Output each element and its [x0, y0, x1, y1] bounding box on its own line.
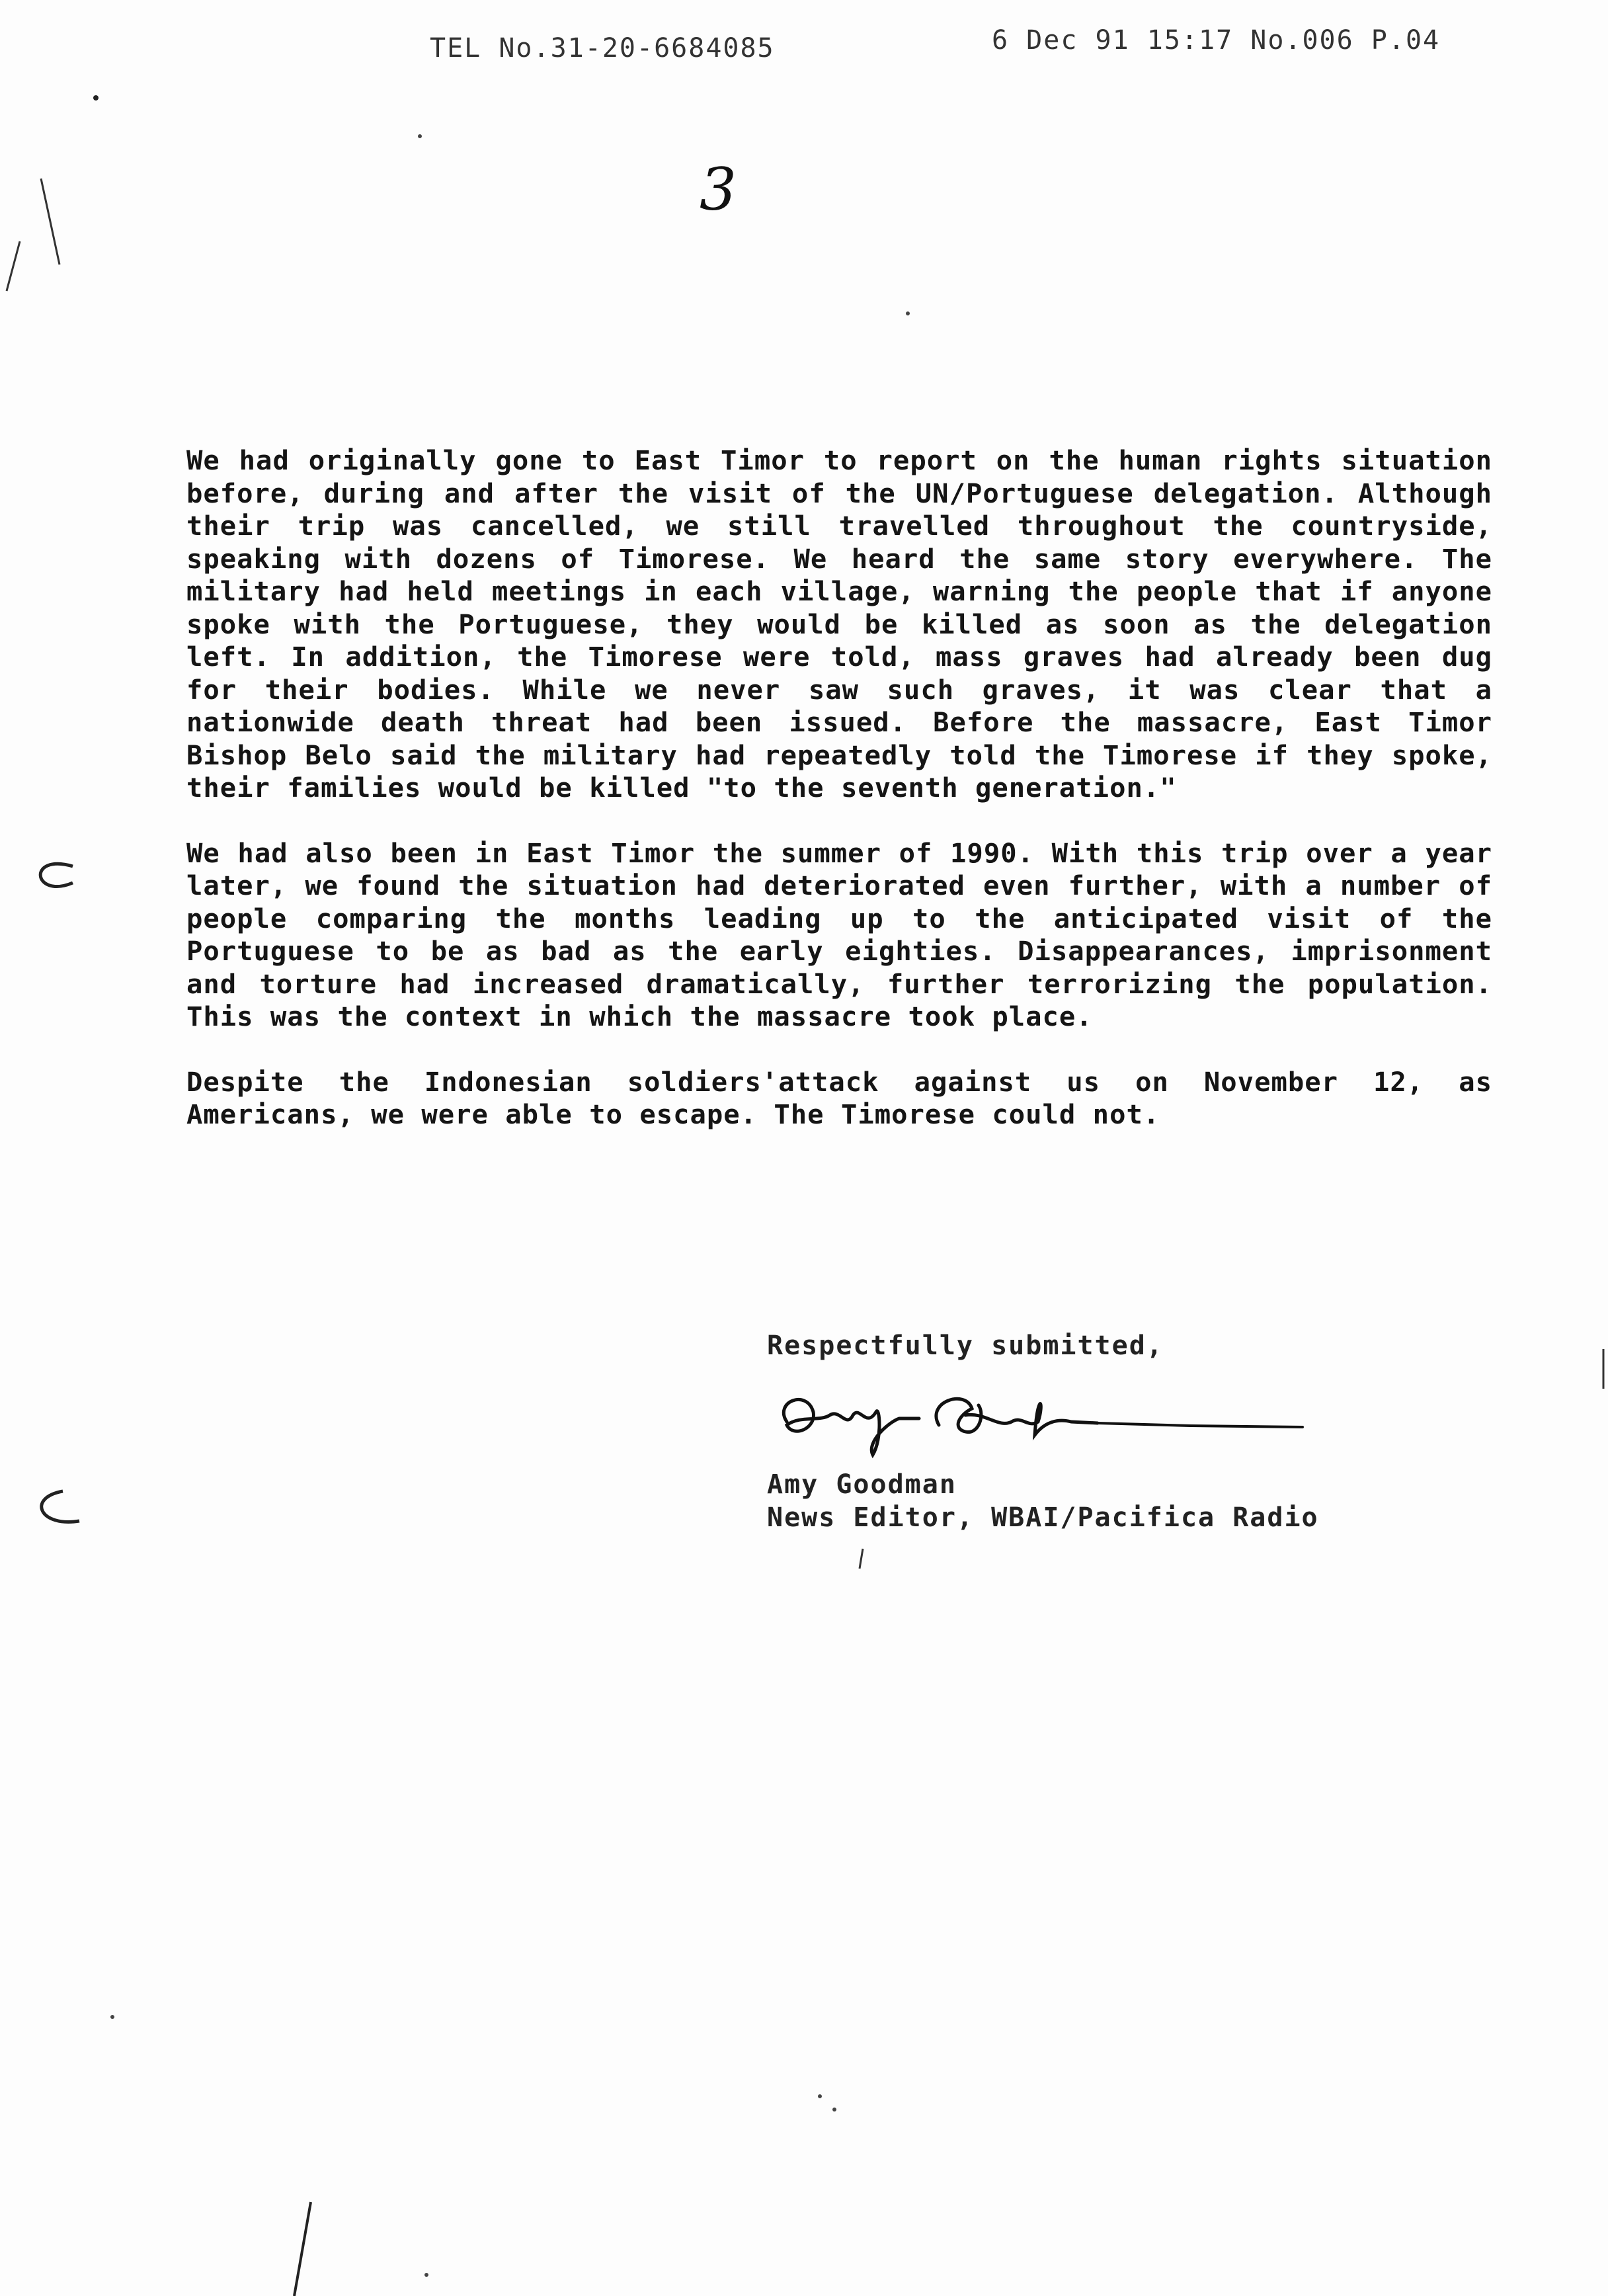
margin-line-mark — [7, 241, 20, 291]
fax-header — [0, 25, 1608, 65]
letter-body — [186, 444, 1492, 1164]
hole-punch-mark — [40, 864, 73, 886]
fax-telephone-number: TEL No.31-20-6684085 — [430, 33, 775, 63]
handwritten-page-number: 3 — [700, 155, 737, 224]
speck-mark — [860, 1549, 863, 1569]
margin-line-mark — [41, 179, 60, 265]
signer-title: News Editor, WBAI/Pacifica Radio — [767, 1502, 1319, 1533]
speck-mark — [818, 2094, 822, 2098]
fax-transmission-stamp: 6 Dec 91 15:17 No.006 P.04 — [992, 25, 1441, 56]
speck-mark — [424, 2273, 428, 2277]
paragraph-escape: Despite the Indonesian soldiers'attack against us on November 12, as Americans, we were able to escape. The Timorese could not. — [186, 1065, 1492, 1130]
speck-mark — [418, 134, 422, 138]
speck-mark — [93, 95, 99, 101]
paragraph-human-rights-situation: We had originally gone to East Timor to report on the human rights situation before, during and after the visit of the UN/Portuguese delegation. Although their trip was cancelled, we still travelled throughout the countryside, speaking with dozens of Timorese. We heard the same story everywhere. The military had held meetings in each village, warning the people that if anyone spoke with the Portuguese, they would be killed as soon as the delegation left. In addition, the Timorese were told, mass graves had already been dug for their bodies. While we never saw such graves, it was clear that a nationwide death threat had been issued. Before the massacre, East Timor Bishop Belo said the military had repeatedly told the Timorese if they spoke, their families would be killed "to the seventh generation." — [186, 444, 1492, 803]
paragraph-deteriorated-situation: We had also been in East Timor the summer of 1990. With this trip over a year later, we found the situation had deteriorated even further, with a number of people comparing the months leading up to the anticipated visit of the Portuguese to be as bad as the early eighties. Disappearances, imprisonment and torture had increased dramatically, further terrorizing the population. This was the context in which the massacre took place. — [186, 837, 1492, 1032]
signer-name: Amy Goodman — [767, 1469, 957, 1500]
speck-mark — [906, 311, 910, 315]
speck-mark — [110, 2015, 114, 2019]
closing-line: Respectfully submitted, — [767, 1331, 1164, 1361]
hole-punch-mark — [42, 1491, 79, 1522]
speck-mark — [832, 2108, 836, 2112]
handwritten-signature-icon — [767, 1375, 1309, 1461]
margin-line-mark — [294, 2202, 311, 2296]
